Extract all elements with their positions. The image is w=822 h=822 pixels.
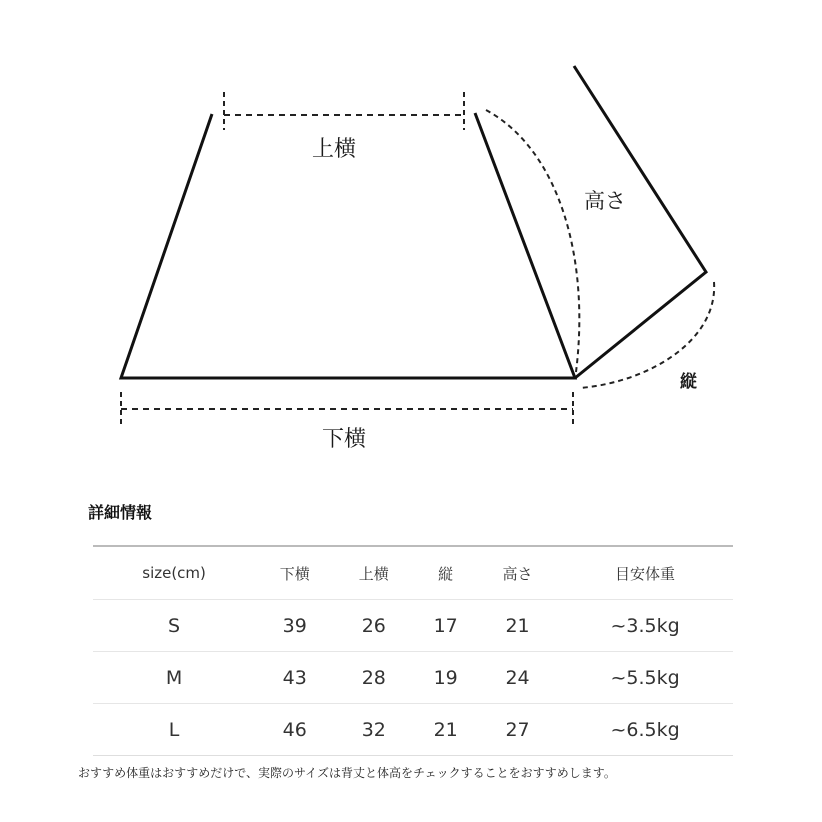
bottom-width-label: 下横 [322,427,367,452]
size-table [93,545,733,756]
table-row [93,704,733,756]
column-header: 下横 [255,546,334,600]
top-width-dimension [224,92,464,130]
column-header: 目安体重 [557,546,733,600]
table-cell: 17 [413,600,478,652]
table-cell: ~6.5kg [557,704,733,756]
section-title: 詳細情報 [88,503,153,522]
length-label: 縦 [680,372,697,392]
bottom-width-dimension [121,392,573,428]
table-cell: 43 [255,652,334,704]
column-header: 縦 [413,546,478,600]
table-cell: 27 [478,704,557,756]
table-cell: 21 [478,600,557,652]
table-cell: 26 [334,600,413,652]
footnote: おすすめ体重はおすすめだけで、実際のサイズは背丈と体高をチェックすることをおすすめします。 [78,766,616,780]
table-cell: 24 [478,652,557,704]
table-cell: 19 [413,652,478,704]
column-header: 上横 [334,546,413,600]
side-flap-outline [574,66,706,378]
table-row [93,652,733,704]
table-cell: 39 [255,600,334,652]
table-cell: 32 [334,704,413,756]
height-dimension-arc [486,110,579,372]
table-cell: 28 [334,652,413,704]
table-cell: ~3.5kg [557,600,733,652]
table-cell: L [93,704,255,756]
table-cell: M [93,652,255,704]
table-cell: 21 [413,704,478,756]
table-header-row [93,546,733,600]
table-row [93,600,733,652]
column-header: 高さ [478,546,557,600]
height-label: 高さ [584,189,626,213]
column-header: size(cm) [93,546,255,600]
table-cell: S [93,600,255,652]
table-cell: 46 [255,704,334,756]
table-cell: ~5.5kg [557,652,733,704]
top-width-label: 上横 [312,137,357,162]
